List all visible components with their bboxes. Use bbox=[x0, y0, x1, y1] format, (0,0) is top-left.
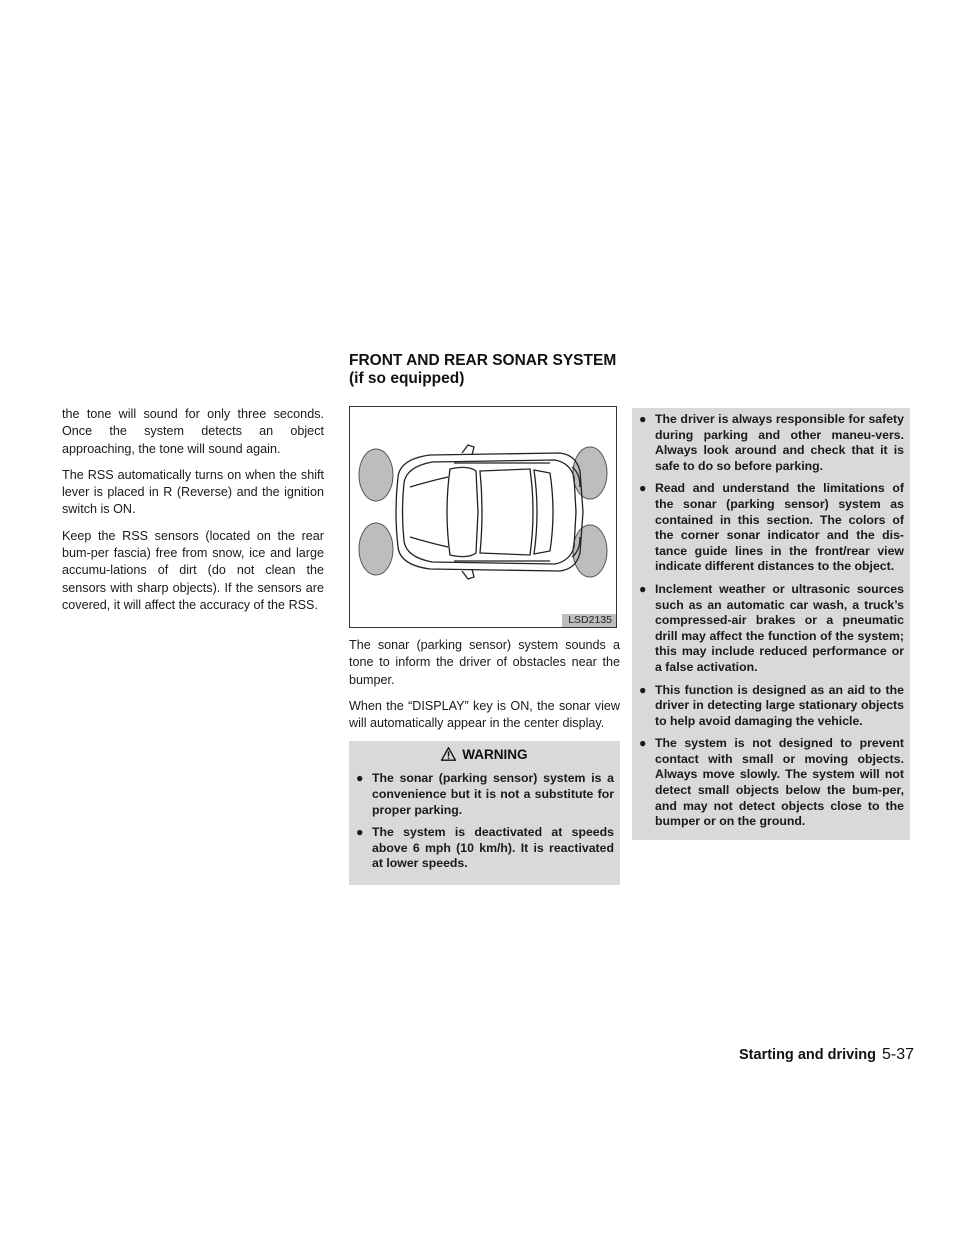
bullet: ● bbox=[356, 771, 364, 786]
middle-column bbox=[349, 406, 620, 885]
warning-triangle-icon bbox=[441, 747, 456, 761]
list-item-text: Read and understand the limitations of the sonar (parking sensor) system as contained in this section. The colors of the corner sonar indicator and the dis-tance guide lines in the front/rear view indicate different distances to the object. bbox=[655, 481, 904, 574]
bullet: ● bbox=[639, 481, 647, 496]
warning-continued-box bbox=[632, 408, 910, 840]
figure-code: LSD2135 bbox=[562, 614, 616, 627]
section-title: FRONT AND REAR SONAR SYSTEM bbox=[349, 352, 617, 369]
car-top-view-with-sonar-zones-icon bbox=[350, 407, 616, 627]
sonar-figure bbox=[349, 406, 617, 628]
list-item bbox=[355, 825, 614, 872]
list-item-text: The system is not designed to prevent contact with small or moving objects. Always move slowly. The system will not detect small objects below the bum-per, and may not detect objects close to the bumper or on the ground. bbox=[655, 736, 904, 829]
paragraph: The sonar (parking sensor) system sounds a tone to inform the driver of obstacles near the bumper. bbox=[349, 638, 620, 687]
footer-section-title: Starting and driving bbox=[739, 1047, 876, 1063]
car-body bbox=[396, 445, 583, 579]
list-item bbox=[638, 481, 904, 575]
sonar-zone-rear-left bbox=[573, 447, 607, 499]
list-item-text: The sonar (parking sensor) system is a convenience but it is not a substitute for proper parking. bbox=[372, 771, 614, 817]
list-item-text: The system is deactivated at speeds above 6 mph (10 km/h). It is reactivated at lower speeds. bbox=[372, 825, 614, 871]
list-item-text: This function is designed as an aid to the driver in detecting large stationary objects to help avoid damaging the vehicle. bbox=[655, 682, 904, 728]
warning-title bbox=[355, 745, 614, 765]
bullet: ● bbox=[639, 581, 647, 596]
list-item bbox=[638, 736, 904, 830]
paragraph: Keep the RSS sensors (located on the rear bum-per fascia) free from snow, ice and large accumu-lations of dirt (do not clean the sensors with sharp objects). If the sensors are covered, it will affect the accuracy of the RSS. bbox=[62, 528, 324, 612]
section-subtitle: (if so equipped) bbox=[349, 369, 465, 387]
section-heading bbox=[349, 352, 749, 387]
list-item bbox=[638, 412, 904, 474]
list-item-text: The driver is always responsible for safety during parking and other maneu-vers. Always look around and check that it is safe to do so before parking. bbox=[655, 412, 904, 473]
list-item-text: Inclement weather or ultrasonic sources such as an automatic car wash, a truck’s compressed-air brakes or a pneumatic drill may affect the function of the system; this may include reduced performance or a false activation. bbox=[655, 581, 904, 674]
paragraph: When the “DISPLAY” key is ON, the sonar view will automatically appear in the center display. bbox=[349, 698, 620, 731]
warning-title-text: WARNING bbox=[462, 747, 528, 763]
bullet: ● bbox=[639, 412, 647, 426]
sonar-zone-front-left bbox=[359, 449, 393, 501]
bullet: ● bbox=[639, 736, 647, 751]
list-item bbox=[638, 582, 904, 676]
bullet: ● bbox=[639, 682, 647, 697]
page-footer bbox=[700, 1046, 914, 1064]
page-number: 5-37 bbox=[881, 1046, 914, 1063]
paragraph: The RSS automatically turns on when the shift lever is placed in R (Reverse) and the ignition switch is ON. bbox=[62, 467, 324, 517]
right-column bbox=[632, 408, 910, 840]
warning-continued-list bbox=[638, 412, 904, 830]
list-item bbox=[355, 771, 614, 818]
warning-box bbox=[349, 741, 620, 885]
bullet: ● bbox=[356, 825, 364, 840]
sonar-zone-front-right bbox=[359, 523, 393, 575]
sonar-zone-rear-right bbox=[573, 525, 607, 577]
warning-list bbox=[355, 771, 614, 872]
paragraph: the tone will sound for only three seconds. Once the system detects an object approaching, the tone will sound again. bbox=[62, 407, 324, 456]
list-item bbox=[638, 683, 904, 730]
left-column bbox=[62, 406, 324, 623]
